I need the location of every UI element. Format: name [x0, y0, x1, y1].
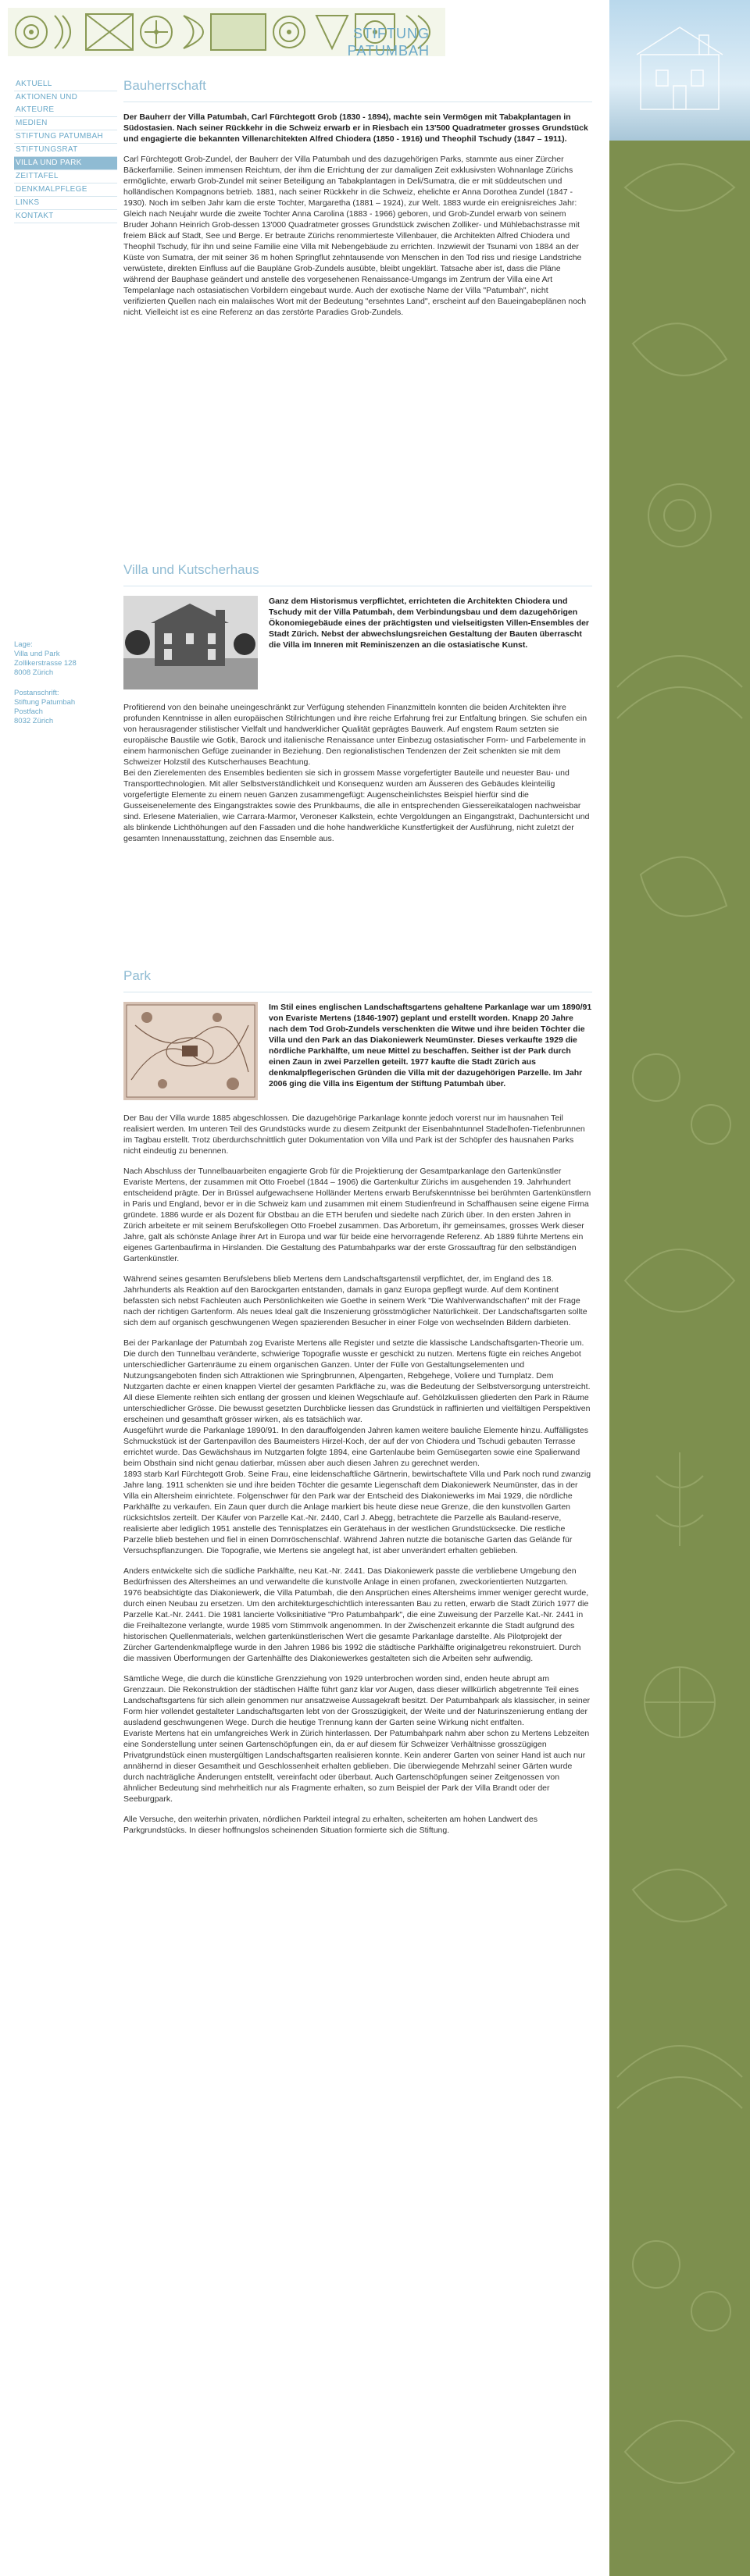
section-bauherrschaft [123, 78, 592, 327]
address-line: Postanschrift: [14, 689, 59, 697]
body-paragraph: Nach Abschluss der Tunnelbauarbeiten engagierte Grob für die Projektierung der Gesamtparkanlage den Gartenkünstler Evariste Mertens, der zusammen mit Otto Froebel (1844 – 1906) die Gartenkultur Zürichs im ausgehenden 19. Jahrhundert entscheidend prägte. Der in Brüssel aufgewachsene Holländer Mertens erwarb Berufskenntnisse bei berühmten Gartenkünstlern in Paris und England, bevor er in die Schweiz kam und zusammen mit einem Studienfreund in Schaffhausen seine eigene Firma gründete. 1886 wurde er als Dozent für Obstbau an die ETH berufen und siedelte nach Zürich über. In den ersten Jahren in Zürich arbeitete er mit seinem Berufskollegen Otto Froebel zusammen. Das Arboretum, ihr gemeinsames, grosses Werk dieser Jahre, galt als schönste Anlage ihrer Art in Europa und war für beide eine hervorragende Referenz. Ab 1889 führte Mertens ein eigenes Gartenbaufirma in Hirslanden. Die Gestaltung des Patumbahparks war der erste Grossauftrag für den selbständigen Gartenkünstler. [123, 1167, 591, 1263]
address-line: Postfach [14, 707, 43, 716]
lead-paragraph: Der Bauherr der Villa Patumbah, Carl Fürchtegott Grob (1830 - 1894), machte sein Vermögen mit Tabakplantagen in Südostasien. Nach seiner Rückkehr in die Schweiz erwarb er in Riesbach ein 13'500 Quadratmeter grosses Grundstück und engagierte die bekannten Villenarchitekten Alfred Chiodera (1850 - 1916) und Theophil Tschudy (1847 – 1911). [123, 112, 588, 144]
nav-item-links[interactable]: LINKS [14, 197, 117, 210]
nav-item-aktuell[interactable]: AKTUELL [14, 78, 117, 91]
nav-item-villa-und-park[interactable]: VILLA UND PARK [14, 157, 117, 170]
section-title: Park [123, 968, 151, 983]
villa-photo [123, 596, 258, 689]
body-paragraph: Sämtliche Wege, die durch die künstliche Grenzziehung von 1929 unterbrochen worden sind, enden heute abrupt am Grenzzaun. Die Rekonstruktion der städtischen Hälfte führt ganz klar vor Augen, dass dieser willkürlich abgetrennte Teil eines Landschaftsgartens für sich allein genommen nur ansatzweise Aussagekraft besitzt. Der Patumbahpark als klassischer, in seiner Form hier vollendet gestalteter Landschaftsgarten lebt von der Grosszügigkeit, der Weite und der Naturinszenierung entlang der ausladend geschwungenen Wege. Durch die heutige Trennung kann der Garten seine Wirkung nicht entfalten. Evariste Mertens hat ein umfangreiches Werk in Zürich hinterlassen. Der Patumbahpark nahm aber schon zu Mertens Lebzeiten eine Sonderstellung unter seinen Gartenschöpfungen ein, da er auf diesem für Schweizer Verhältnisse grosszügigen Privatgrundstück einen mustergültigen Landschaftsgarten realisieren konnte. Kein anderer Garten von seiner Hand ist auch nur annähernd in dieser Gesamtheit und Geschlossenheit erhalten geblieben. Die überwiegende Mehrzahl seiner Gärten wurde durch nachträgliche Änderungen entstellt, vereinfacht oder überbaut. Auch Gartenschöpfungen seiner Zeitgenossen von ähnlicher Bedeutung sind mehrheitlich nur als Fragmente erhalten, so zum Beispiel der Park der Villa Brandt oder der Seeburgpark. [123, 1674, 591, 1804]
address-location [14, 640, 117, 678]
main-nav [14, 78, 117, 223]
address-line: Zollikerstrasse 128 [14, 659, 77, 668]
body-paragraph: Der Bau der Villa wurde 1885 abgeschlossen. Die dazugehörige Parkanlage konnte jedoch vorerst nur im hausnahen Teil realisiert werden. Im unteren Teil des Grundstücks wurde zu diesem Zeitpunkt der Eisenbahntunnel Stadelhofen-Tiefenbrunnen im Tagbau erstellt. Trotz überdurchschnittlich guter Dokumentation von Villa und Park ist der Schöpfer des hausnahen Parks nicht eindeutig zu benennen. [123, 1113, 585, 1156]
nav-item-aktionen[interactable]: AKTIONEN UND AKTEURE [14, 91, 117, 117]
address-block [14, 640, 117, 737]
brand-line-2: PATUMBAH [347, 43, 430, 59]
nav-item-medien[interactable]: MEDIEN [14, 117, 117, 130]
body-paragraph: Während seines gesamten Berufslebens blieb Mertens dem Landschaftsgartenstil verpflichtet, der, im England des 18. Jahrhunderts als Reaktion auf den Barockgarten entstanden, damals in ganz Europa gepflegt wurde. Auf dem Kontinent befassten sich nebst Fachleuten auch Persönlichkeiten wie Goethe in seinem Werk "Die Wahlverwandschaften" mit der Frage nach der richtigen Gartenform. Als neues Ideal galt die Inszenierung grösstmöglicher Natürlichkeit. Der Landschaftsgarten sollte sich dem auf organisch geschwungenen Wegen spazierenden Besucher in einer Folge von wechselnden Bildern darbieten. [123, 1274, 588, 1327]
nav-item-stiftungsrat[interactable]: STIFTUNGSRAT [14, 144, 117, 157]
address-line: Villa und Park [14, 650, 60, 658]
nav-item-zeittafel[interactable]: ZEITTAFEL [14, 170, 117, 183]
lead-paragraph: Im Stil eines englischen Landschaftsgartens gehaltene Parkanlage war um 1890/91 von Evariste Mertens (1846-1907) geplant und erstellt worden. Knapp 20 Jahre nach dem Tod Grob-Zundels verschenkten die Witwe und ihre beiden Töchter die Villa und den Park an das Diakoniewerk Neumünster. Dieses verkaufte 1929 die nördliche Parkhälfte, um neue Mittel zu beschaffen. Seither ist der Park durch einen Zaun in zwei Parzellen geteilt. 1977 kaufte die Stadt Zürich aus denkmalpflegerischen Gründen die Villa mit der dazugehörigen Parzelle. Im Jahr 2006 ging die Villa ins Eigentum der Stiftung Patumbah über. [269, 1003, 592, 1088]
address-line: Stiftung Patumbah [14, 698, 76, 707]
leaf-pattern-icon [609, 141, 750, 2576]
header-banner [0, 0, 609, 66]
villa-sketch-icon [625, 16, 734, 117]
brand-logo[interactable] [348, 25, 430, 59]
park-plan-icon [123, 1002, 258, 1100]
nav-item-kontakt[interactable]: KONTAKT [14, 210, 117, 223]
address-line: Lage: [14, 640, 33, 649]
park-intro [123, 1002, 592, 1105]
brand-line-1: STIFTUNG [353, 26, 430, 41]
section-title: Villa und Kutscherhaus [123, 562, 259, 577]
park-plan [123, 1002, 258, 1100]
body-paragraph: Alle Versuche, den weiterhin privaten, nördlichen Parkteil integral zu erhalten, scheiterten am hohen Landwert des Parkgrundstücks. In dieser hoffnungslos scheinenden Situation formierte sich die Stiftung. [123, 1815, 538, 1835]
body-paragraph: Bei der Parkanlage der Patumbah zog Evariste Mertens alle Register und setzte die klassische Landschaftsgarten-Theorie um. Die durch den Tunnelbau veränderte, schwierige Topografie wusste er geschickt zu nutzen. Mertens fügte ein reiches Angebot unterschiedlicher Gartenräume zu einem organischen Ganzen. Unter der Fülle von Gestaltungselementen und Nutzungsangeboten finden sich Attraktionen wie Springbrunnen, Alpengarten, Rebgehege, Voliere und Turnplatz. Dem Nutzgarten dachte er einen knappen Viertel der gesamten Parkfläche zu, was die Bedeutung der Selbstversorgung unterstreicht. All diese Elemente reihten sich entlang der grossen und kleinen Wegschlaufe auf. Gehölzkulissen gliederten den Park in Räume unterschiedlicher Grösse. Die bewusst gesetzten Durchblicke liessen das Grundstück in raffinierten und vielfältigen Perspektiven erscheinen und gesamthaft grösser wirken, als es tatsächlich war. Ausgeführt wurde die Parkanlage 1890/91. In den darauffolgenden Jahren kamen weitere bauliche Elemente hinzu. Auffälligstes Schmuckstück ist der Gartenpavillon des Baumeisters Hirzel-Koch, der auf der von Chiodera und Tschudi gebauten Terrasse errichtet wurde. Das Gewächshaus im Nutzgarten folgte 1894, eine Gartenlaube beim Gemüsegarten sowie eine Spalierwand beim Obsthain sind nicht genau datierbar, müssen aber auch diesen Jahren zu gerechnet werden. 1893 starb Karl Fürchtegott Grob. Seine Frau, eine leidenschaftliche Gärtnerin, bewirtschaftete Villa und Park noch rund zwanzig Jahre lang. 1911 schenkten sie und ihre beiden Töchter die gesamte Liegenschaft dem Diakoniewerk Neumünster, das in der Villa ein Altersheim einrichtete. Folgenschwer für den Park war der Entscheid des Diakoniewerks im Mai 1929, die nördliche Parkhälfte zu verkaufen. Ein Zaun quer durch die Anlage markiert bis heute diese neue Grenze, die den kunstvollen Garten rücksichtslos zerteilt. Der Käufer von Parzelle Kat.-Nr. 2440, Carl J. Abegg, betrachtete die Parzelle als Bauland-reserve, realisierte aber lediglich 1951 anstelle des Tennisplatzes ein Gerätehaus in der westlichen Grundstücksecke. Die restliche Parzelle blieb bestehen und fiel in einen Dornröschenschlaf. Während Jahren nutzte die botanische Garten das Gelände für Versuchspflanzungen. Die Topografie, wie Mertens sie angelegt hat, ist aber unverändert erhalten geblieben. [123, 1338, 591, 1555]
section-villa [123, 562, 592, 853]
section-park [123, 968, 592, 1845]
lead-paragraph: Ganz dem Historismus verpflichtet, errichteten die Architekten Chiodera und Tschudy mit der Villa Patumbah, dem Verbindungsbau und dem dazugehörigen Ökonomiegebäude eines der prächtigsten und vielseitigsten Villen-Ensembles der Stadt Zürich. Nebst der abwechslungsreichen Gestaltung der Bauten überrascht die Villa im Inneren mit Reminiszenzen an die ostasiatische Kunst. [269, 597, 590, 650]
nav-item-stiftung[interactable]: STIFTUNG PATUMBAH [14, 130, 117, 144]
villa-photo-icon [123, 596, 258, 689]
body-paragraph: Carl Fürchtegott Grob-Zundel, der Bauherr der Villa Patumbah und des dazugehörigen Parks, stammte aus einer Zürcher Bäckerfamilie. Seinen immensen Reichtum, der ihm die Errichtung der zur damaligen Zeit exklusivsten Wohnanlage Zürichs ermöglichte, erwarb Grob-Zundel mit seiner Beteiligung an Tabakplantagen in Deli/Sumatra, die er mit süddeutschen und holländischen Kompagnons betrieb. 1881, nach seiner Rückkehr in die Schweiz, ehelichte er Anna Dorothea Zundel (1847 - 1930). Noch im selben Jahr kam die erste Tochter, Margaretha (1881 – 1924), zur Welt. 1883 wurde ein ereignisreiches Jahr: Gleich nach Neujahr wurde die zweite Tochter Anna Carolina (1883 - 1966) geboren, und Grob-Zundel erwarb von seinem Bruder Johann Heinrich Grob-dessen 13'000 Quadratmeter grosses Grundstück zwischen Zolliker- und Mühlebachstrasse mit freiem Blick auf Stadt, See und Berge. Er betraute Zürichs renommierteste Villenbauer, die Architekten Alfred Chiodera und Theophil Tschudy, für ihn und seine Familie eine Villa mit Nebengebäude zu errichten. Inzwiewit der Tsunami von 1884 an der Küste von Sumatra, der mit seiner 36 m hohen Springflut zehntausende von Menschen in den Tod riss und riesige Landstriche verwüstete, direkten Einfluss auf die Baupläne Grob-Zundels ausübte, bleibt ungeklärt. Tatsache aber ist, dass die Pläne während der Bauphase geändert und anstelle des vorgesehenen Renaissance-Umgangs im Zentrum der Villa eine Art Tempelanlage nach ostasiatischen Vorbildern eingebaut wurde. Auch der exotische Name der Villa "Patumbah", nicht verifizierten Quellen nach ein malaiisches Wort mit der Bedeutung "ersehntes Land", erscheint auf den Baueingabeplänen noch nicht. Vielleicht ist es eine Referenz an das zerstörte Paradies Grob-Zundels. [123, 155, 587, 317]
body-paragraph: Profitierend von den beinahe uneingeschränkt zur Verfügung stehenden Finanzmitteln konnten die beiden Architekten ihre profunden Kenntnisse in allen europäischen Stilrichtungen und ihre reiche Erfahrung frei zur Entfaltung bringen. Sie schufen ein von herausragender stilistischer Vielfalt und handwerklicher Qualität geprägtes Bauwerk. Auf engstem Raum setzten sie europäische Baustile wie Gotik, Barock und italienische Renaissance unter Einbezug ostasiatischer Form- und Farbelemente in einem harmonischen Gefüge zueinander in Beziehung. Den regionalistischen Tendenzen der Zeit schenkten sie mit dem Schweizer Holzstil des Kutscherhauses Beachtung. Bei den Zierelementen des Ensembles bedienten sie sich in grossem Masse vorgefertigter Bauteile und neuester Bau- und Transporttechnologien. Mit aller Selbstverständlichkeit und Konsequenz wurden am Äusseren des Gebäudes kleinteilig vorgefertigte Elemente zu einem neuen Ganzen zusammengefügt: Augenscheinlichstes Beispiel hierfür sind die Gusseisenelemente des Eingangstraktes sowie des Prunkbaums, die alle in entsprechenden Giessereikatalogen nachweisbar sind. Erlesene Materialien, wie Carrara-Marmor, Veroneser Kalkstein, echte Vergoldungen an Eingangstrakt, Dachuntersicht und als blinkende Lichthöhungen auf den Fassaden und die hohe handwerkliche Kunstfertigkeit der Ausführung, nicht zuletzt der gesamten Innenausstattung, zeichnen das Ensemble aus. [123, 703, 590, 843]
section-title: Bauherrschaft [123, 78, 206, 93]
decorative-sidebar [609, 0, 750, 2576]
address-postal [14, 689, 117, 726]
body-paragraph: Anders entwickelte sich die südliche Parkhälfte, neu Kat.-Nr. 2441. Das Diakoniewerk passte die verbliebene Umgebung den Bedürfnissen des Altersheimes an und verwandelte die kunstvolle Anlage in einen profanen, zweckorientierten Nutzgarten. 1976 beabsichtigte das Diakoniewerk, die Villa Patumbah, die den Ansprüchen eines Altersheims immer weniger gerecht wurde, durch einen Neubau zu ersetzen. Um den architekturgeschichtlich interessanten Bau zu retten, erwarb die Stadt Zürich 1977 die Parzelle Kat.-Nr. 2441. Die 1981 lancierte Volksinitiative "Pro Patumbahpark", die eine Zuweisung der Parzelle Kat.-Nr. 2441 in die Freihaltezone verlangte, wurde 1985 vom Stimmvolk angenommen. In der Zwischenzeit erkannte die Stadt aufgrund des historischen Quellenmaterials, welchen gartenkünstlerischen Wert die gesamte Parkanlage darstellte. Als Pilotprojekt der Zürcher Gartendenkmalpflege wurde in den Jahren 1986 bis 1992 die städtische Parkhälfte originalgetreu rekonstruiert. Durch die massiven Überformungen der Gartenhälfte des Diakoniewerkes gestalteten sich die Arbeiten sehr aufwendig. [123, 1566, 589, 1663]
nav-item-denkmalpflege[interactable]: DENKMALPFLEGE [14, 183, 117, 197]
villa-intro [123, 596, 592, 694]
address-line: 8008 Zürich [14, 668, 54, 677]
address-line: 8032 Zürich [14, 717, 54, 725]
